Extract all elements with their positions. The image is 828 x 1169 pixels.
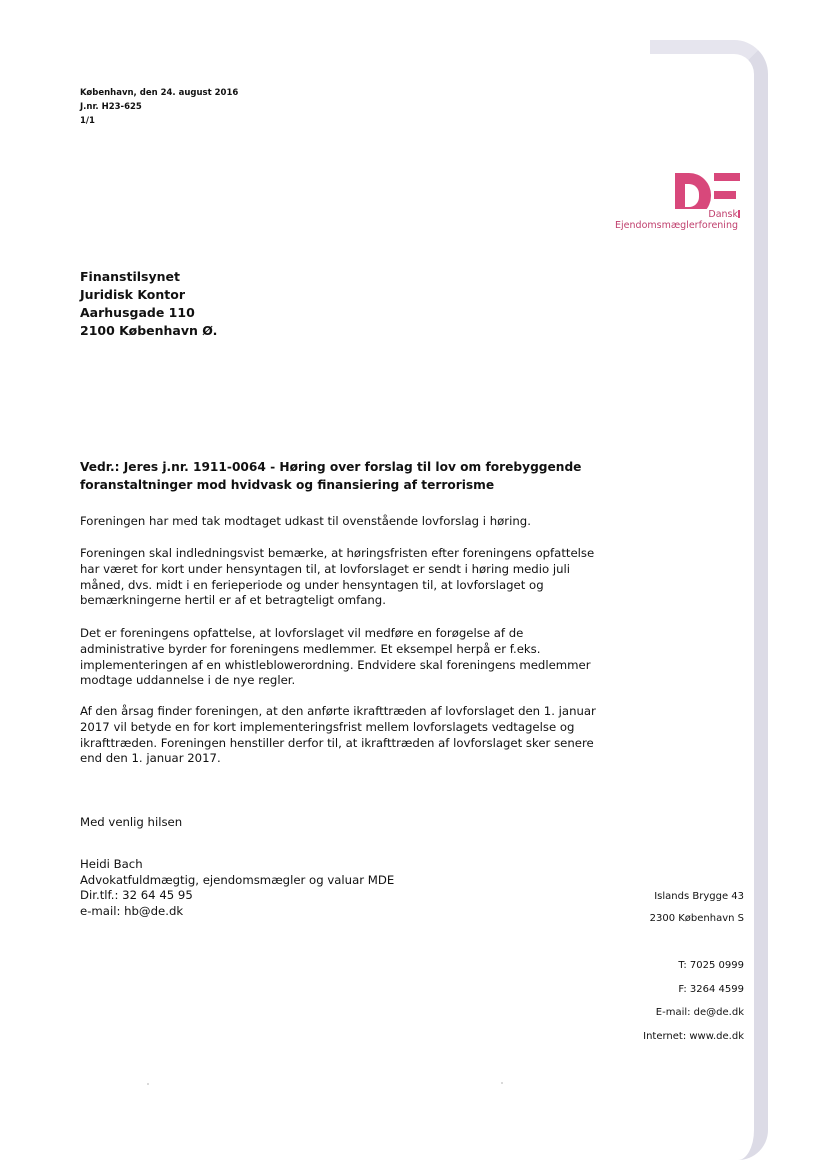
signer-phone: Dir.tlf.: 32 64 45 95: [80, 888, 193, 902]
contact-street: Islands Brygge 43: [654, 891, 744, 902]
signer-title: Advokatfuldmægtig, ejendomsmægler og valuar MDE: [80, 872, 395, 887]
scan-speck: [501, 1082, 503, 1084]
contact-web: Internet: www.de.dk: [643, 1031, 744, 1042]
signature-block: [80, 857, 394, 919]
signoff: Med venlig hilsen: [80, 815, 183, 829]
contact-city: 2300 København S: [649, 913, 744, 924]
recipient-address: [80, 268, 217, 340]
de-logo: [615, 173, 748, 235]
subject-line: Vedr.: Jeres j.nr. 1911-0064 - Høring over forslag til lov om forebyggende foranstaltninger mod hvidvask og finansiering af terrorisme: [80, 460, 582, 492]
body-paragraph: Af den årsag finder foreningen, at den anførte ikrafttræden af lovforslaget den 1. januar 2017 vil betyde en for kort implementeringsfrist mellem lovforslagets vedtagelse og ikrafttræden. Foreningen henstiller derfor til, at ikrafttræden af lovforslaget sker senere end den 1. januar 2017.: [80, 704, 596, 766]
letter-meta: [80, 86, 238, 128]
contact-phone: T: 7025 0999: [678, 960, 744, 971]
signer-email: e-mail: hb@de.dk: [80, 903, 184, 918]
contact-fax: F: 3264 4599: [678, 984, 744, 995]
scan-speck: [147, 1083, 149, 1085]
logo-caption: [613, 209, 738, 231]
logo-caption-line1: Dansk: [613, 209, 738, 220]
journal-number: J.nr. H23-625: [80, 102, 142, 112]
signer-name: Heidi Bach: [80, 857, 143, 871]
recipient-line: Aarhusgade 110: [80, 305, 195, 320]
body-paragraph: Foreningen skal indledningsvist bemærke, at høringsfristen efter foreningens opfattelse har været for kort under hensyntagen til, at lovforslaget er sendt i høring medio juli måned, dvs. midt i en ferieperiode og under hensyntagen til, at lovforslaget og bemærkningerne hertil er af et betragteligt omfang.: [80, 546, 595, 608]
page-number: 1/1: [80, 116, 95, 126]
body-paragraph: Foreningen har med tak modtaget udkast til ovenstående lovforslag i høring.: [80, 514, 531, 528]
body-paragraph: Det er foreningens opfattelse, at lovforslaget vil medføre en forøgelse af de administrative byrder for foreningens medlemmer. Et eksempel herpå er f.eks. implementeringen af en whistleblowerordning. Endvidere skal foreningens medlemmer modtage uddannelse i de nye regler.: [80, 626, 591, 688]
recipient-line: 2100 København Ø.: [80, 323, 218, 338]
contact-email: E-mail: de@de.dk: [655, 1007, 744, 1018]
recipient-line: Juridisk Kontor: [80, 287, 186, 302]
logo-caption-line2: Ejendomsmæglerforening: [615, 220, 738, 231]
recipient-line: Finanstilsynet: [80, 269, 180, 284]
letter-date: København, den 24. august 2016: [80, 88, 239, 98]
